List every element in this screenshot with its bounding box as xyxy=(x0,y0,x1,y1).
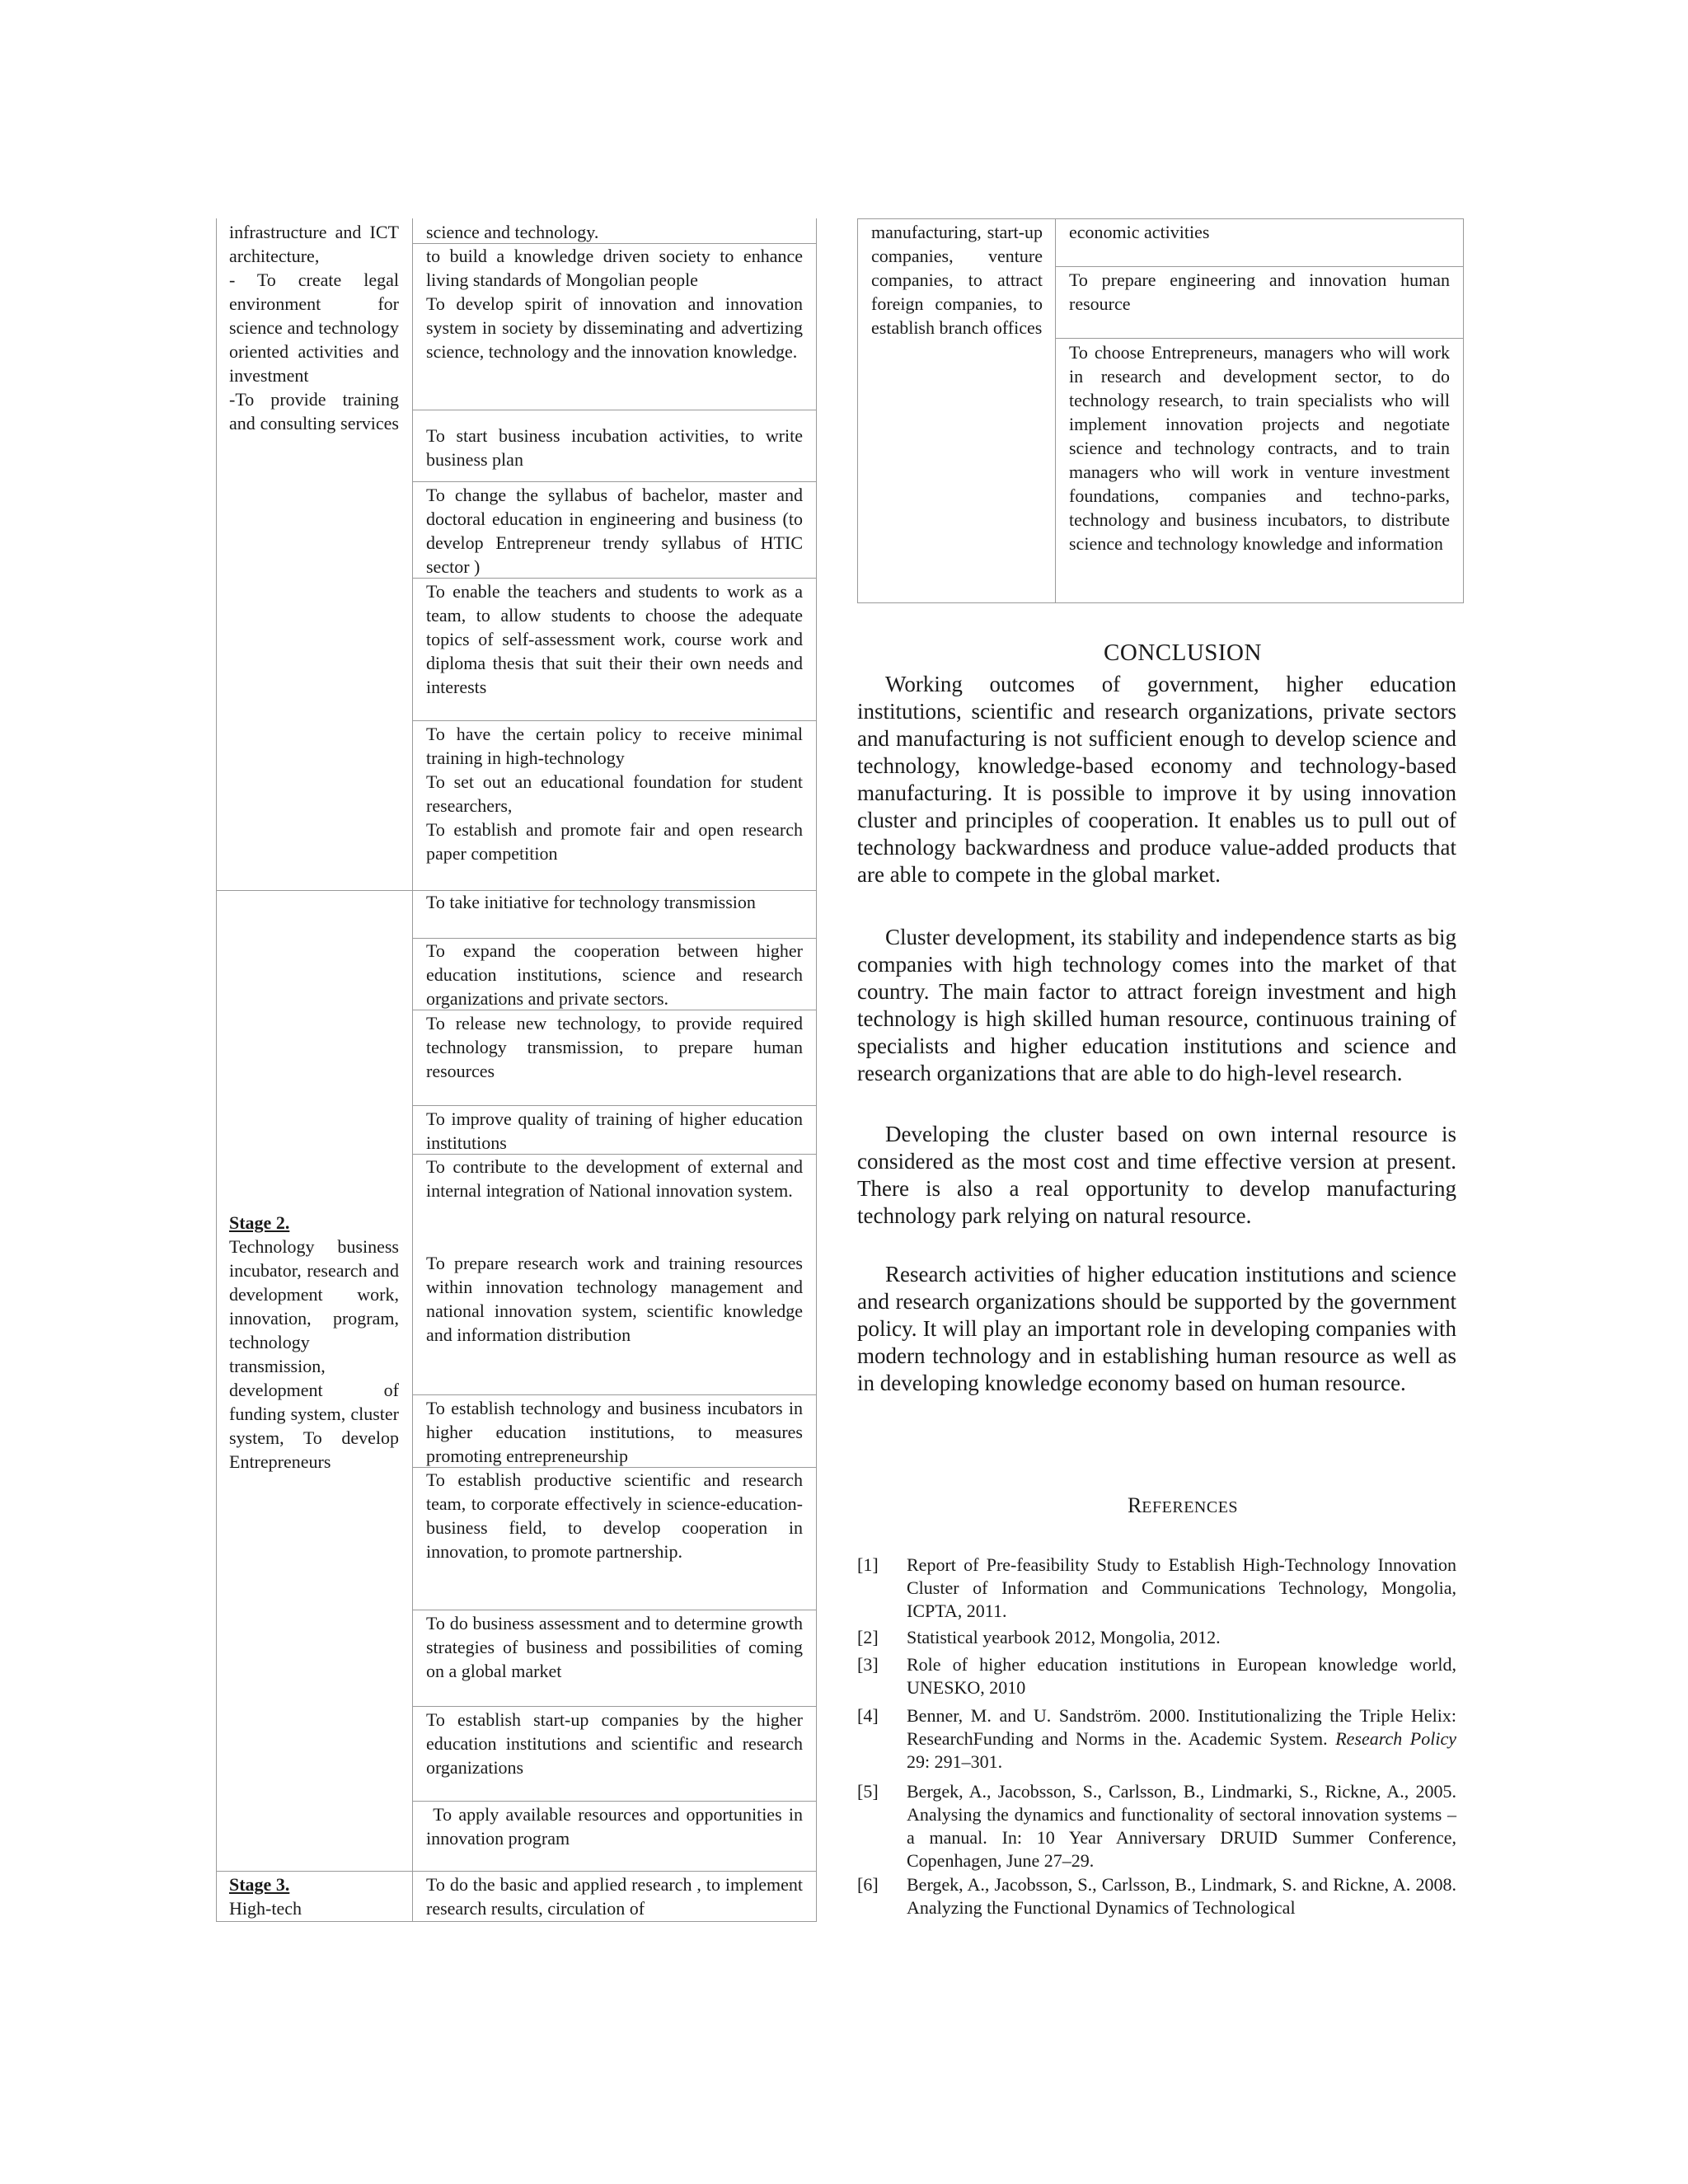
left-row-5: To enable the teachers and students to work as a team, to allow students to choose the adequate topics of self-assessment work, course work and diploma thesis that suit their their own needs and interests xyxy=(426,581,803,697)
conclusion-paragraph-2: Cluster development, its stability and independence starts as big companies with high technology comes into the market of that country. The main factor to attract foreign investment and high technology is high skilled human resource, continuous training of specialists and higher education institutions and science and research organizations that are able to do high-level research. xyxy=(857,925,1456,1085)
left-col1-line-3: -To provide training and consulting services xyxy=(229,389,399,434)
stage2-text: Technology business incubator, research and development work, innovation, program, technology transmission, development of funding system, cluster system, To develop Entrepreneurs xyxy=(229,1236,399,1472)
conclusion-paragraph-3: Developing the cluster based on own internal resource is considered as the most cost and time effective version at present. There is also a real opportunity to develop manufacturing technology park relying on natural resource. xyxy=(857,1122,1456,1228)
right-row-3: To choose Entrepreneurs, managers who will work in research and development sector, to do technology research, to train specialists who will implement innovation projects and negotiate science and technology contracts, and to train managers who will work in venture investment foundations, companies and techno-parks, technology and business incubators, to distribute science and technology knowledge and information xyxy=(1069,342,1450,554)
references-heading-first: R xyxy=(1127,1493,1142,1517)
left-row-10: To improve quality of training of higher education institutions xyxy=(426,1108,803,1153)
left-row-18: To do the basic and applied research , to implement research results, circulation of xyxy=(426,1874,803,1919)
left-row-8: To expand the cooperation between higher education institutions, science and research organizations and private sectors. xyxy=(426,940,803,1009)
stage3-title: Stage 3. xyxy=(229,1874,290,1895)
references-heading xyxy=(857,1493,1508,1518)
reference-text-part: 29: 291–301. xyxy=(907,1751,1003,1772)
reference-number: [3] xyxy=(857,1654,879,1675)
left-row-9: To release new technology, to provide required technology transmission, to prepare human resources xyxy=(426,1013,803,1081)
stage2-title: Stage 2. xyxy=(229,1212,290,1233)
reference-text: Role of higher education institutions in European knowledge world, UNESKO, 2010 xyxy=(907,1654,1456,1698)
reference-number: [4] xyxy=(857,1705,879,1726)
reference-number: [6] xyxy=(857,1874,879,1895)
left-row-14: To establish productive scientific and research team, to corporate effectively in science-education-business field, to develop cooperation in innovation, to promote partnership. xyxy=(426,1469,803,1562)
reference-number: [2] xyxy=(857,1627,879,1647)
left-col1-stage2 xyxy=(229,1211,399,1474)
reference-number: [1] xyxy=(857,1554,879,1575)
left-row-4: To change the syllabus of bachelor, master and doctoral education in engineering and business (to develop Entrepreneur trendy syllabus of HTIC sector ) xyxy=(426,485,803,577)
references-heading-rest: EFERENCES xyxy=(1142,1498,1239,1516)
left-row-12: To prepare research work and training resources within innovation technology management and national innovation system, scientific knowledge and information distribution xyxy=(426,1253,803,1345)
left-row-1: science and technology. xyxy=(426,222,599,242)
right-row-1: economic activities xyxy=(1069,222,1210,242)
left-row-13: To establish technology and business incubators in higher education institutions, to measures promoting entrepreneurship xyxy=(426,1398,803,1466)
left-row-2: to build a knowledge driven society to enhance living standards of Mongolian people To develop spirit of innovation and innovation system in society by disseminating and advertizing science, technology and the innovation knowledge. xyxy=(426,246,803,362)
left-col1-stage3 xyxy=(229,1872,399,1920)
reference-text-part: Benner, M. and U. Sandström. 2000. Institutionalizing the Triple Helix: ResearchFunding and Norms in the. Academic System. xyxy=(907,1705,1456,1749)
left-row-7: To take initiative for technology transmission xyxy=(426,892,756,912)
left-row-11: To contribute to the development of external and internal integration of National innovation system. xyxy=(426,1156,803,1201)
left-col1-line-1: infrastructure and ICT architecture, xyxy=(229,222,399,266)
reference-text: Report of Pre-feasibility Study to Establish High-Technology Innovation Cluster of Information and Communications Technology, Mongolia, ICPTA, 2011. xyxy=(907,1554,1456,1621)
left-row-17: To apply available resources and opportunities in innovation program xyxy=(426,1804,808,1849)
reference-text: Bergek, A., Jacobsson, S., Carlsson, B., Lindmark, S. and Rickne, A. 2008. Analyzing the Functional Dynamics of Technological xyxy=(907,1874,1456,1918)
stage3-text: High-tech xyxy=(229,1898,302,1919)
reference-text xyxy=(907,1704,1456,1774)
left-row-16: To establish start-up companies by the higher education institutions and scientific and research organizations xyxy=(426,1709,803,1778)
left-col1-line-2: - To create legal environment for science and technology oriented activities and investment xyxy=(229,269,399,386)
reference-text: Bergek, A., Jacobsson, S., Carlsson, B., Lindmarki, S., Rickne, A., 2005. Analysing the dynamics and functionality of sectoral innovation systems – a manual. In: 10 Year Anniversary DRUID Summer Conference, Copenhagen, June 27–29. xyxy=(907,1781,1456,1871)
conclusion-heading: CONCLUSION xyxy=(1104,640,1262,666)
left-col1-block1 xyxy=(229,220,399,435)
reference-number: [5] xyxy=(857,1781,879,1802)
left-row-3: To start business incubation activities, to write business plan xyxy=(426,425,803,470)
reference-journal: Research Policy xyxy=(1335,1728,1457,1749)
reference-text: Statistical yearbook 2012, Mongolia, 2012. xyxy=(907,1627,1221,1647)
conclusion-paragraph-1: Working outcomes of government, higher education institutions, scientific and research organizations, private sectors and manufacturing is not sufficient enough to develop science and technology, knowledge-based economy and technology-based manufacturing. It is possible to improve it by using innovation cluster and principles of cooperation. It enables us to pull out of technology backwardness and produce value-added products that are able to compete in the global market. xyxy=(857,672,1456,887)
left-row-15: To do business assessment and to determine growth strategies of business and possibilities of coming on a global market xyxy=(426,1613,803,1681)
right-row-2: To prepare engineering and innovation human resource xyxy=(1069,269,1450,314)
right-col1: manufacturing, start-up companies, venture companies, to attract foreign companies, to establish branch offices xyxy=(871,222,1043,338)
left-row-6: To have the certain policy to receive minimal training in high-technology To set out an educational foundation for student researchers, To establish and promote fair and open research paper competition xyxy=(426,724,803,864)
conclusion-paragraph-4: Research activities of higher education institutions and science and research organizations should be supported by the government policy. It will play an important role in developing companies with modern technology and in establishing human resource as well as in developing knowledge economy based on human resource. xyxy=(857,1262,1456,1395)
